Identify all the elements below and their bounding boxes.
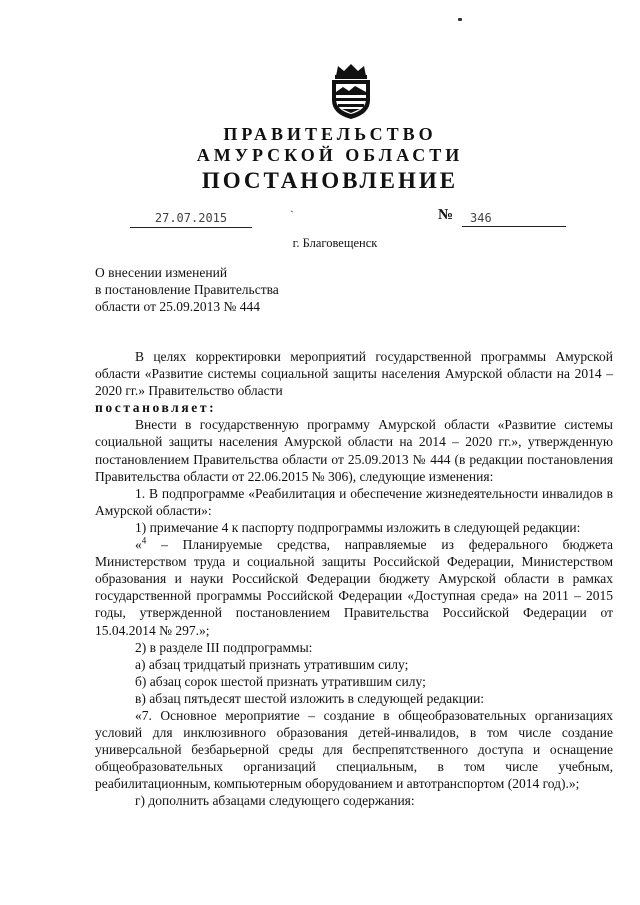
scan-mark (458, 18, 462, 21)
body-paragraph: 2) в разделе III подпрограммы: (135, 639, 313, 655)
decree-body (95, 348, 613, 810)
body-paragraph: Внести в государственную программу Амурской области «Развитие системы социальной защиты населения Амурской области на 2014 – 2020 гг.», утвержденную постановлением Правительства области от 25.09.2013 № 444 (в редакции постановления Правительства области от 22.06.2015 № 306), следующие изменения: (95, 417, 613, 484)
decree-date: 27.07.2015 (130, 209, 252, 228)
body-paragraph: 1) примечание 4 к паспорту подпрограммы изложить в следующей редакции: (135, 519, 581, 535)
decides-word: постановляет: (95, 400, 217, 416)
city-line: г. Благовещенск (292, 236, 378, 250)
scan-mark-tick: ` (290, 208, 294, 222)
decree-subject (95, 264, 279, 315)
subject-line: области от 25.09.2013 № 444 (95, 299, 260, 314)
body-paragraph: 1. В подпрограмме «Реабилитация и обеспечение жизнедеятельности инвалидов в Амурской области»: (95, 485, 613, 518)
body-paragraph: г) дополнить абзацами следующего содержания: (135, 793, 415, 809)
government-title-line2: АМУРСКОЙ ОБЛАСТИ (196, 145, 464, 165)
subject-line: в постановление Правительства (95, 282, 279, 297)
body-paragraph-note: «$^4$ – Планируемые средства, направляемые из федерального бюджета Министерством труда и социальной защиты Российской Федерации, Министерством образования и науки Российской Федерации бюджету Амурской области в рамках государственной программы Российской Федерации «Доступная среда» на 2011 – 2015 годы, утвержденной постановлением Правительства Российской Федерации от 15.04.2014 № 297.»; (95, 535, 613, 638)
body-paragraph: «7. Основное мероприятие – создание в общеобразовательных организациях условий для инклюзивного образования детей-инвалидов, в том числе создание универсальной безбарьерной среды для беспрепятственного доступа и оснащение общеобразовательных организаций специальным, в том числе учебным, реабилитационным, компьютерным оборудованием и автотранспортом (2014 год).»; (95, 707, 613, 792)
coat-of-arms-icon (326, 62, 376, 120)
preamble-paragraph: В целях корректировки мероприятий государственной программы Амурской области «Развитие системы социальной защиты населения Амурской области на 2014 – 2020 гг.» Правительство области (95, 349, 613, 399)
body-paragraph: а) абзац тридцатый признать утратившим силу; (135, 656, 409, 672)
document-type-title: ПОСТАНОВЛЕНИЕ (201, 168, 459, 193)
government-title-line1: ПРАВИТЕЛЬСТВО (223, 124, 437, 144)
body-paragraph: в) абзац пятьдесят шестой изложить в следующей редакции: (135, 690, 485, 706)
number-label: № (438, 207, 454, 223)
subject-line: О внесении изменений (95, 265, 228, 280)
decree-number: 346 (462, 209, 566, 227)
body-paragraph: б) абзац сорок шестой признать утратившим силу; (135, 673, 426, 689)
footnote-mark: 4 (141, 535, 147, 546)
